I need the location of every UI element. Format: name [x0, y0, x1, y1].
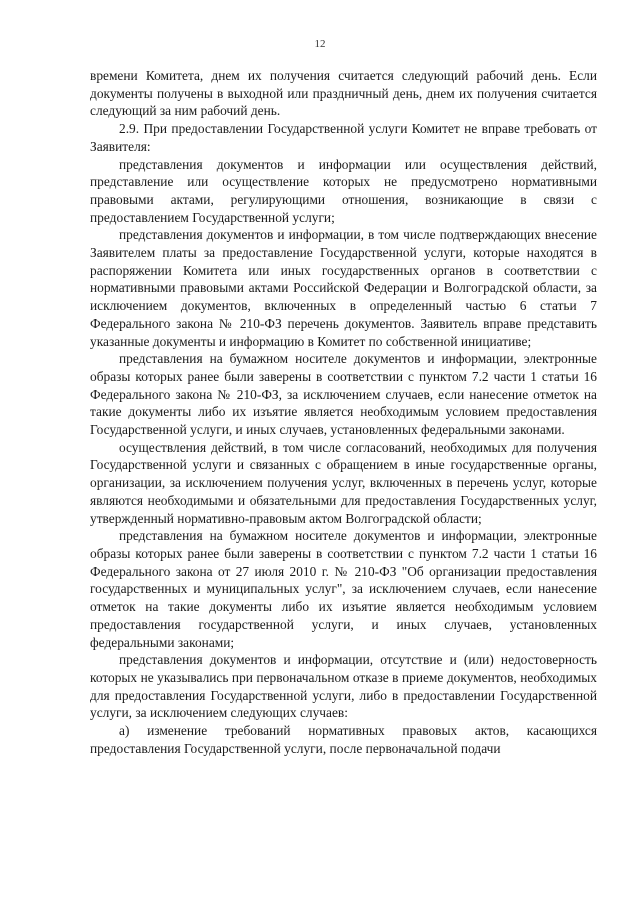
body-text [90, 67, 597, 757]
paragraph-subitem-a: а) изменение требований нормативных правовых актов, касающихся предоставления Государственной услуги, после первоначальной подачи [90, 723, 597, 756]
paragraph-item: представления на бумажном носителе документов и информации, электронные образы которых ранее были заверены в соответствии с пунктом 7.2 части 1 статьи 16 Федерального закона от 27 июля 2010 г. № 210-ФЗ "Об организации предоставления государственных и муниципальных услуг", за исключением случаев, если нанесение отметок на такие документы либо их изъятие является необходимым условием предоставления государственной услуги, и иных случаев, установленных федеральными законами; [90, 528, 597, 650]
paragraph-section-2-9: 2.9. При предоставлении Государственной услуги Комитет не вправе требовать от Заявителя: [90, 121, 597, 154]
paragraph-item: осуществления действий, в том числе согласований, необходимых для получения Государственной услуги и связанных с обращением в иные государственные органы, организации, за исключением получения услуг, включенных в перечень услуг, которые являются необходимыми и обязательными для предоставления Государственных услуг, утвержденный нормативно-правовым актом Волгоградской области; [90, 439, 597, 526]
paragraph-item: представления документов и информации или осуществления действий, представление или осуществление которых не предусмотрено нормативными правовыми актами, регулирующими отношения, возникающие в связи с предоставлением Государственной услуги; [90, 156, 597, 225]
paragraph-item: представления на бумажном носителе документов и информации, электронные образы которых ранее были заверены в соответствии с пунктом 7.2 части 1 статьи 16 Федерального закона № 210-ФЗ, за исключением случаев, если нанесение отметок на такие документы либо их изъятие является необходимым условием предоставления Государственной услуги, и иных случаев, установленных федеральными законами. [90, 351, 597, 438]
paragraph-continuation: времени Комитета, днем их получения считается следующий рабочий день. Если документы получены в выходной или праздничный день, днем их получения считается следующий за ним рабочий день. [90, 68, 597, 119]
paragraph-item: представления документов и информации, в том числе подтверждающих внесение Заявителем платы за предоставление Государственной услуги, которые находятся в распоряжении Комитета или иных государственных органов в соответствии с нормативными правовыми актами Российской Федерации и Волгоградской области, за исключением документов, включенных в определенный частью 6 статьи 7 Федерального закона № 210-ФЗ перечень документов. Заявитель вправе представить указанные документы и информацию в Комитет по собственной инициативе; [90, 227, 597, 349]
page-number: 12 [314, 38, 326, 50]
paragraph-item: представления документов и информации, отсутствие и (или) недостоверность которых не указывались при первоначальном отказе в приеме документов, необходимых для предоставления Государственной услуги, либо в предоставлении Государственной услуги, за исключением следующих случаев: [90, 652, 597, 721]
